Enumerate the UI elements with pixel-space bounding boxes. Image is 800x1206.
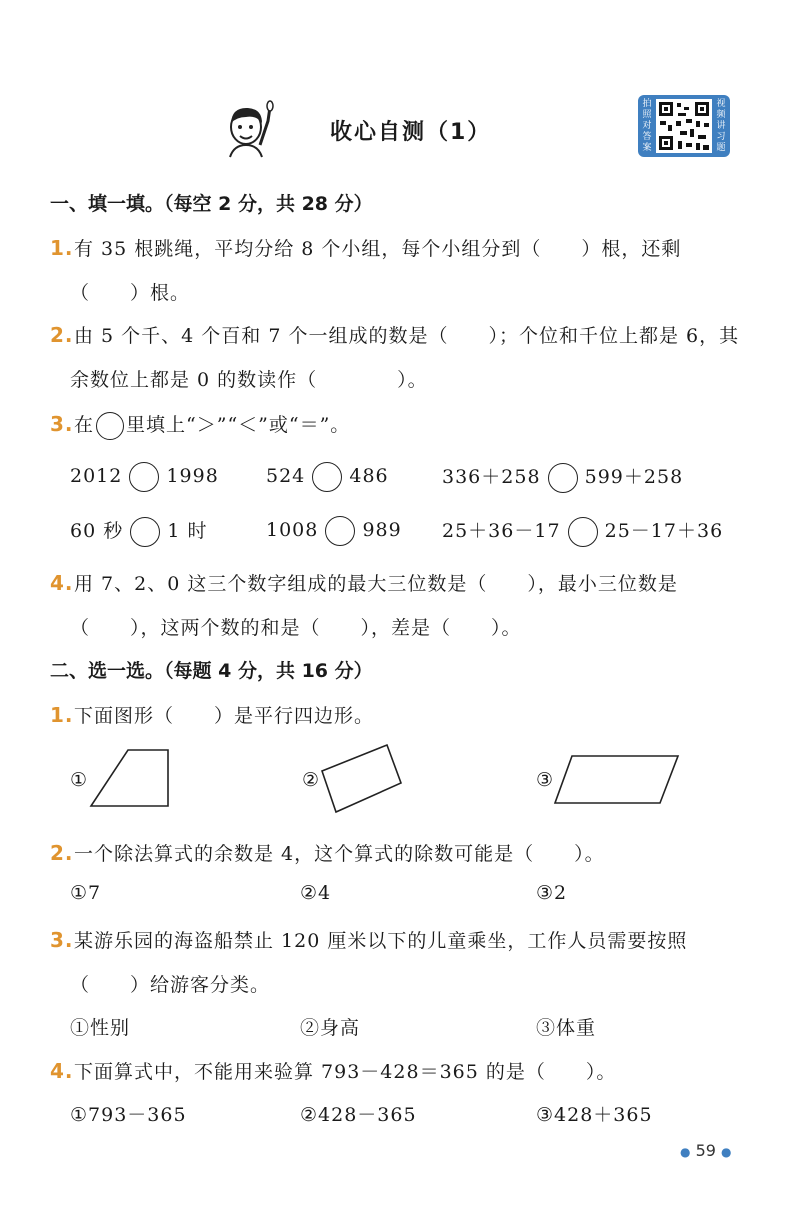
s1-question-3 <box>50 410 350 440</box>
compare-right: 989 <box>362 519 402 541</box>
s2-q3-line2: （ ）给游客分类。 <box>70 974 271 996</box>
s2-q2-option-2[interactable]: ②4 <box>300 882 332 904</box>
compare-answer-circle[interactable] <box>129 462 159 492</box>
compare-answer-circle[interactable] <box>568 517 598 547</box>
shape-option-3-label: ③ <box>536 769 555 791</box>
s2-question-2 <box>50 839 605 866</box>
page-title: 收心自测（1） <box>330 120 492 145</box>
s1-q3-pre: 在 <box>74 414 95 436</box>
trapezoid-shape <box>88 748 174 810</box>
s1-q2-text: 由 5 个千、4 个百和 7 个一组成的数是（ ）；个位和千位上都是 6，其 <box>74 325 740 347</box>
compare-item-1 <box>70 462 219 492</box>
compare-answer-circle[interactable] <box>548 463 578 493</box>
qr-label-right: 视频讲习题 <box>716 99 726 153</box>
s2-q1-text: 下面图形（ ）是平行四边形。 <box>74 705 375 727</box>
compare-item-2 <box>266 462 389 492</box>
s2-q4-number: 4. <box>50 1059 74 1083</box>
s2-q4-option-1[interactable]: ①793－365 <box>70 1104 187 1126</box>
compare-right: 599＋258 <box>584 466 684 488</box>
shape-option-1-label: ① <box>70 769 89 791</box>
qr-code-badge[interactable] <box>638 95 730 157</box>
dot-icon: ● <box>680 1145 691 1159</box>
boy-mascot-icon <box>222 97 280 159</box>
compare-left: 524 <box>266 465 306 487</box>
compare-left: 2012 <box>70 465 123 487</box>
s2-question-3-line1 <box>50 926 687 953</box>
s2-q3-option-1[interactable]: ①性别 <box>70 1017 131 1039</box>
s2-q2-number: 2. <box>50 841 74 865</box>
s1-q4-number: 4. <box>50 571 74 595</box>
page-number <box>680 1141 732 1160</box>
parallelogram-shape <box>552 753 682 807</box>
s2-q4-option-2[interactable]: ②428－365 <box>300 1104 417 1126</box>
s2-q3-text: 某游乐园的海盗船禁止 120 厘米以下的儿童乘坐，工作人员需要按照 <box>74 930 688 952</box>
s2-q1-number: 1. <box>50 703 74 727</box>
s1-q2-number: 2. <box>50 323 74 347</box>
s1-q4-line2: （ ），这两个数的和是（ ），差是（ ）。 <box>70 617 522 639</box>
s2-question-1 <box>50 701 374 728</box>
s1-q4-text: 用 7、2、0 这三个数字组成的最大三位数是（ ），最小三位数是 <box>74 573 678 595</box>
s2-q3-option-2[interactable]: ②身高 <box>300 1017 361 1039</box>
compare-right: 486 <box>349 465 389 487</box>
s1-q3-post: 里填上“＞”“＜”或“＝”。 <box>126 414 351 436</box>
s1-question-2-line1 <box>50 321 739 348</box>
s1-q3-number: 3. <box>50 412 74 436</box>
qr-label-left: 拍照对答案 <box>642 99 652 153</box>
compare-right: 25－17＋36 <box>604 520 724 542</box>
compare-right: 1 时 <box>167 520 208 542</box>
s1-question-1-line1 <box>50 234 681 261</box>
compare-answer-circle[interactable] <box>130 517 160 547</box>
s1-q1-line2: （ ）根。 <box>70 282 191 304</box>
compare-left: 1008 <box>266 519 319 541</box>
comparison-circle-sample <box>96 412 124 440</box>
s2-q2-option-3[interactable]: ③2 <box>536 882 568 904</box>
page-number-text: 59 <box>695 1141 716 1160</box>
s1-q1-number: 1. <box>50 236 74 260</box>
s1-q1-text: 有 35 根跳绳，平均分给 8 个小组，每个小组分到（ ）根，还剩 <box>74 238 682 260</box>
s2-q3-option-3[interactable]: ③体重 <box>536 1017 597 1039</box>
compare-left: 60 秒 <box>70 520 124 542</box>
shape-option-2-label: ② <box>302 769 321 791</box>
dot-icon: ● <box>721 1145 732 1159</box>
s2-q2-option-1[interactable]: ①7 <box>70 882 102 904</box>
compare-item-3 <box>442 462 683 493</box>
section2-heading: 二、选一选。（每题 4 分，共 16 分） <box>50 660 373 682</box>
compare-answer-circle[interactable] <box>312 462 342 492</box>
compare-left: 25＋36－17 <box>442 520 561 542</box>
s2-q2-text: 一个除法算式的余数是 4，这个算式的除数可能是（ ）。 <box>74 843 605 865</box>
s1-question-4-line1 <box>50 569 678 596</box>
compare-item-6 <box>442 516 723 547</box>
compare-right: 1998 <box>166 465 219 487</box>
s2-question-4 <box>50 1057 616 1084</box>
compare-left: 336＋258 <box>442 466 541 488</box>
compare-item-4 <box>70 516 207 547</box>
compare-answer-circle[interactable] <box>325 516 355 546</box>
s2-q4-text: 下面算式中，不能用来验算 793－428＝365 的是（ ）。 <box>74 1061 617 1083</box>
section1-heading: 一、填一填。（每空 2 分，共 28 分） <box>50 193 373 215</box>
s2-q4-option-3[interactable]: ③428＋365 <box>536 1104 653 1126</box>
compare-item-5 <box>266 516 402 546</box>
s2-q3-number: 3. <box>50 928 74 952</box>
qr-code-icon <box>656 99 712 153</box>
rectangle-shape <box>318 742 406 818</box>
s1-q2-line2: 余数位上都是 0 的数读作（ ）。 <box>70 369 428 391</box>
